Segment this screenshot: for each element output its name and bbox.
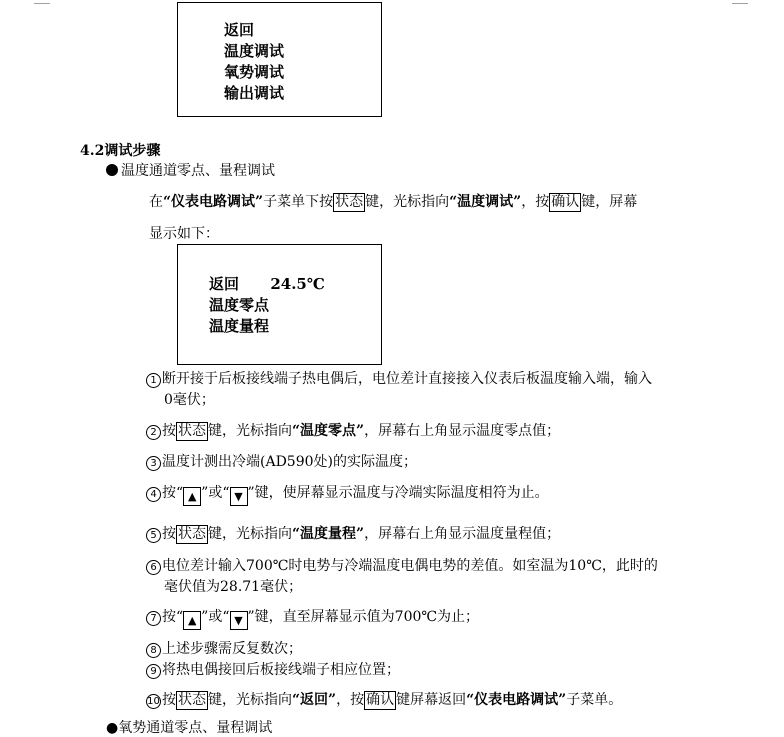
step-text: 键，光标指向 bbox=[208, 423, 292, 439]
down-arrow-key-icon: ▼ bbox=[230, 611, 248, 630]
menu-item-oxygen-debug: 氧势调试 bbox=[224, 63, 285, 81]
subsection-title: 温度通道零点、量程调试 bbox=[121, 163, 275, 179]
step-text: 按 bbox=[162, 423, 176, 439]
menu-name-bold: “仪表电路调试” bbox=[466, 692, 567, 708]
text-segment: 键，屏幕 bbox=[581, 194, 638, 210]
next-subsection-cutoff: ●氧势通道零点、量程调试 bbox=[106, 720, 273, 736]
up-arrow-key-icon: ▲ bbox=[183, 611, 201, 630]
step-number: 4 bbox=[146, 487, 161, 502]
key-state-label: 状态 bbox=[178, 526, 206, 542]
menu-name-bold: “返回” bbox=[292, 692, 337, 708]
step-7 bbox=[146, 606, 479, 630]
page-corner-mark-right bbox=[732, 0, 748, 4]
step-6-continued: 毫伏值为28.71毫伏； bbox=[164, 579, 303, 595]
step-text: 断开接于后板接线端子热电偶后，电位差计直接接入仪表后板温度输入端，输入 bbox=[162, 371, 652, 387]
step-number: 3 bbox=[146, 456, 161, 471]
step-10 bbox=[146, 689, 622, 710]
step-text: ”键，使屏幕显示温度与冷端实际温度相符为止。 bbox=[247, 485, 549, 501]
step-text: 温度计测出冷端(AD590处)的实际温度； bbox=[162, 454, 417, 470]
key-state-label: 状态 bbox=[178, 692, 206, 708]
step-1 bbox=[146, 368, 652, 388]
menu-item-return-temp: 返回 24.5℃ bbox=[209, 275, 325, 293]
step-text: 键，光标指向 bbox=[208, 526, 292, 542]
step-number: 6 bbox=[146, 560, 161, 575]
step-6 bbox=[146, 555, 658, 575]
key-confirm-label: 确认 bbox=[366, 692, 395, 708]
step-number: 9 bbox=[146, 664, 161, 679]
step-text: ”或“ bbox=[201, 485, 230, 501]
step-2 bbox=[146, 420, 560, 441]
screen-menu-box-main bbox=[177, 2, 382, 117]
down-arrow-key-icon: ▼ bbox=[230, 487, 248, 506]
step-text: ，屏幕右上角显示温度零点值； bbox=[364, 423, 561, 439]
step-number: 1 bbox=[146, 373, 161, 388]
subsection-bullet bbox=[106, 160, 275, 180]
step-text: 键，光标指向 bbox=[208, 692, 292, 708]
step-text: 上述步骤需反复数次； bbox=[162, 641, 302, 657]
step-text: 键屏幕返回 bbox=[396, 692, 467, 708]
menu-name-bold: “温度调试” bbox=[449, 194, 522, 210]
step-text: ”键，直至屏幕显示值为700℃为止； bbox=[247, 609, 480, 625]
step-5 bbox=[146, 523, 560, 544]
text-segment: 键，光标指向 bbox=[365, 194, 450, 210]
step-4 bbox=[146, 482, 549, 506]
step-1-continued: 0毫伏； bbox=[164, 392, 215, 408]
step-3 bbox=[146, 451, 417, 471]
step-text: 按 bbox=[162, 692, 176, 708]
menu-name-bold: “温度零点” bbox=[292, 423, 365, 439]
bullet-dot-icon bbox=[106, 164, 118, 176]
text-segment: ，按 bbox=[521, 194, 550, 210]
page-corner-mark-left bbox=[34, 0, 50, 4]
text-segment: 子菜单下按 bbox=[263, 194, 334, 210]
step-number: 7 bbox=[146, 611, 161, 626]
intro-line-2: 显示如下： bbox=[149, 226, 219, 242]
step-number: 5 bbox=[146, 528, 161, 543]
menu-item-return: 返回 bbox=[224, 21, 255, 39]
section-heading: 4.2调试步骤 bbox=[80, 143, 161, 159]
step-number: 2 bbox=[146, 425, 161, 440]
intro-line-1 bbox=[149, 191, 637, 212]
step-9 bbox=[146, 659, 400, 679]
up-arrow-key-icon: ▲ bbox=[183, 487, 201, 506]
step-text: 按“ bbox=[162, 485, 184, 501]
step-text: 按“ bbox=[162, 609, 184, 625]
step-text: 电位差计输入700℃时电势与冷端温度电偶电势的差值。如室温为10℃，此时的 bbox=[162, 558, 658, 574]
step-text: ，按 bbox=[336, 692, 365, 708]
step-text: ，屏幕右上角显示温度量程值； bbox=[364, 526, 561, 542]
step-text: 子菜单。 bbox=[566, 692, 623, 708]
key-state-label: 状态 bbox=[335, 194, 364, 210]
step-text: 将热电偶接回后板接线端子相应位置； bbox=[162, 662, 400, 678]
step-number: 10 bbox=[147, 696, 160, 707]
step-8 bbox=[146, 638, 302, 658]
menu-item-temp-debug: 温度调试 bbox=[224, 42, 285, 60]
key-state-label: 状态 bbox=[178, 423, 206, 439]
text-segment: 在 bbox=[149, 194, 163, 210]
step-text: 按 bbox=[162, 526, 176, 542]
step-text: ”或“ bbox=[201, 609, 230, 625]
menu-item-temp-range: 温度量程 bbox=[209, 317, 270, 335]
screen-menu-box-temp bbox=[177, 244, 382, 365]
menu-item-output-debug: 输出调试 bbox=[224, 84, 285, 102]
key-confirm-label: 确认 bbox=[551, 194, 580, 210]
step-number: 8 bbox=[146, 643, 161, 658]
menu-name-bold: “温度量程” bbox=[292, 526, 365, 542]
menu-item-temp-zero: 温度零点 bbox=[209, 296, 270, 314]
menu-name-bold: “仪表电路调试” bbox=[163, 194, 264, 210]
